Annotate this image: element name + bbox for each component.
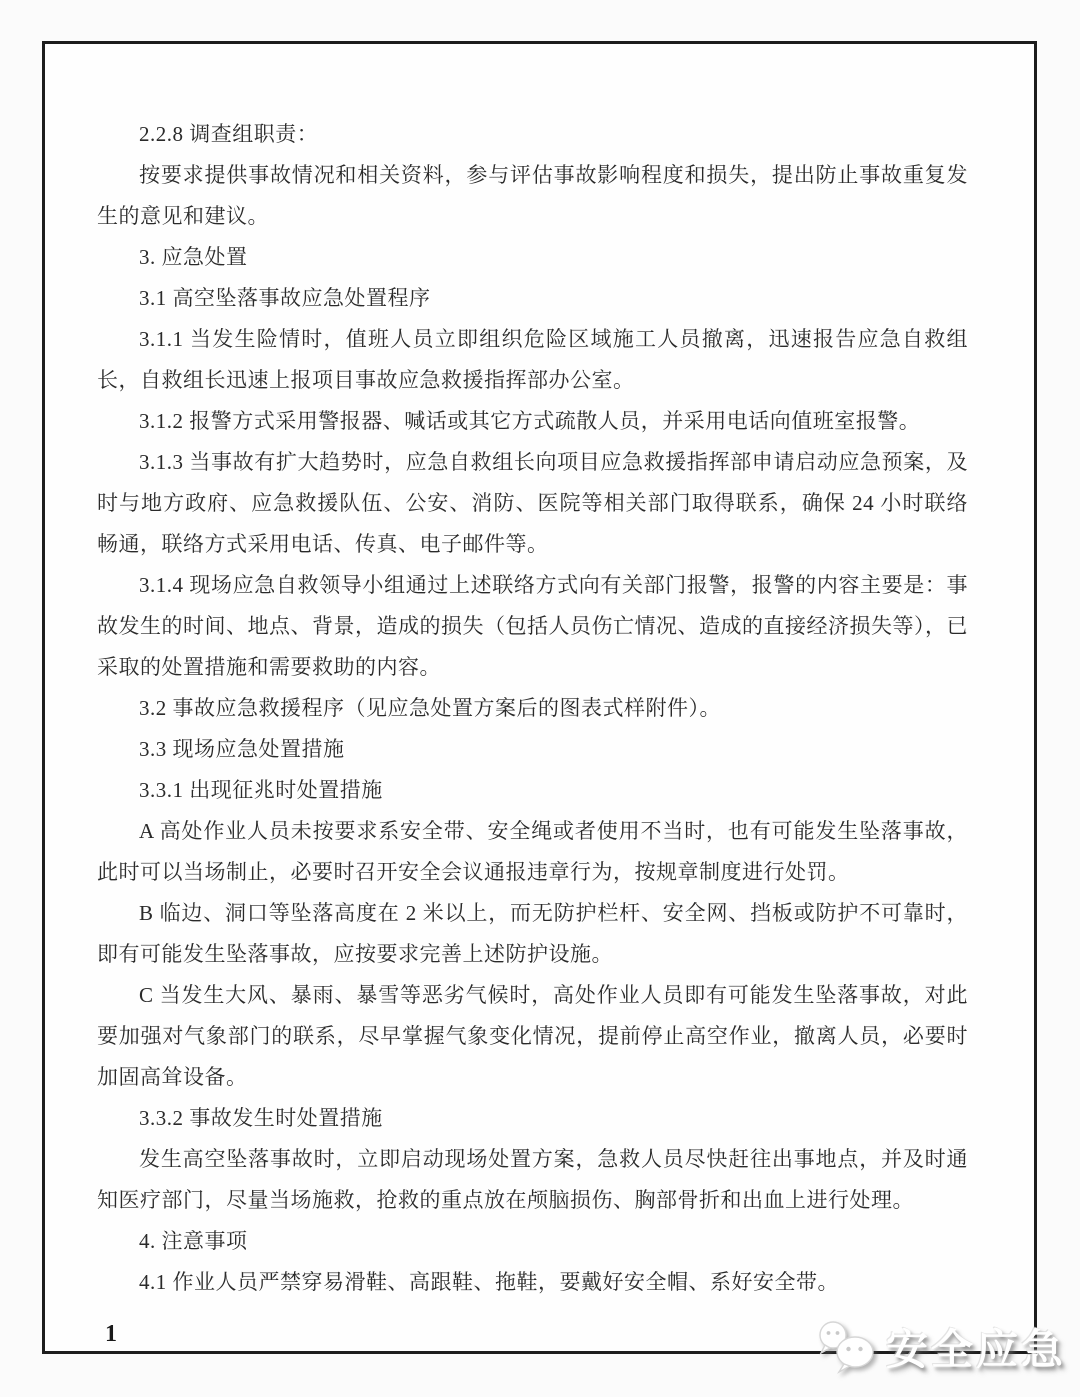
- document-paragraph: 3.1.4 现场应急自救领导小组通过上述联络方式向有关部门报警，报警的内容主要是：事故发生的时间、地点、背景，造成的损失（包括人员伤亡情况、造成的直接经济损失等），已采取的处置措施和需要救助的内容。: [97, 573, 968, 679]
- document-paragraph: 3.3.2 事故发生时处置措施: [139, 1106, 383, 1130]
- page-number: 1: [105, 1321, 117, 1347]
- document-paragraph: A 高处作业人员未按要求系安全带、安全绳或者使用不当时，也有可能发生坠落事故，此时可以当场制止，必要时召开安全会议通报违章行为，按规章制度进行处罚。: [97, 819, 968, 884]
- document-paragraph: 发生高空坠落事故时，立即启动现场处置方案，急救人员尽快赶往出事地点，并及时通知医疗部门，尽量当场施救，抢救的重点放在颅脑损伤、胸部骨折和出血上进行处理。: [97, 1147, 968, 1212]
- page-border-frame: [42, 41, 1037, 1354]
- document-paragraph: B 临边、洞口等坠落高度在 2 米以上，而无防护栏杆、安全网、挡板或防护不可靠时，即有可能发生坠落事故，应按要求完善上述防护设施。: [97, 901, 968, 966]
- document-paragraph: 3. 应急处置: [139, 245, 248, 269]
- document-paragraph: 3.1.2 报警方式采用警报器、喊话或其它方式疏散人员，并采用电话向值班室报警。: [139, 409, 921, 433]
- wechat-icon: [816, 1320, 878, 1374]
- document-paragraph: C 当发生大风、暴雨、暴雪等恶劣气候时，高处作业人员即有可能发生坠落事故，对此要加强对气象部门的联系，尽早掌握气象变化情况，提前停止高空作业，撤离人员，必要时加固高耸设备。: [97, 983, 968, 1089]
- document-paragraph: 4. 注意事项: [139, 1229, 248, 1253]
- watermark: [816, 1317, 1066, 1377]
- document-paragraph: 2.2.8 调查组职责：: [139, 122, 319, 146]
- document-paragraph: 3.1.3 当事故有扩大趋势时，应急自救组长向项目应急救援指挥部申请启动应急预案，及时与地方政府、应急救援队伍、公安、消防、医院等相关部门取得联系，确保 24 小时联络畅通，联络方式采用电话、传真、电子邮件等。: [97, 450, 968, 556]
- document-paragraph: 3.3 现场应急处置措施: [139, 737, 345, 761]
- document-body: [97, 114, 968, 1303]
- document-paragraph: 3.3.1 出现征兆时处置措施: [139, 778, 383, 802]
- document-paragraph: 3.1 高空坠落事故应急处置程序: [139, 286, 431, 310]
- document-paragraph: 按要求提供事故情况和相关资料，参与评估事故影响程度和损失，提出防止事故重复发生的意见和建议。: [97, 163, 968, 228]
- document-paragraph: 3.2 事故应急救援程序（见应急处置方案后的图表式样附件）。: [139, 696, 721, 720]
- watermark-label: 安全应急: [885, 1326, 1066, 1373]
- document-paragraph: 4.1 作业人员严禁穿易滑鞋、高跟鞋、拖鞋，要戴好安全帽、系好安全带。: [139, 1270, 839, 1294]
- document-paragraph: 3.1.1 当发生险情时，值班人员立即组织危险区域施工人员撤离，迅速报告应急自救组长，自救组长迅速上报项目事故应急救援指挥部办公室。: [97, 327, 968, 392]
